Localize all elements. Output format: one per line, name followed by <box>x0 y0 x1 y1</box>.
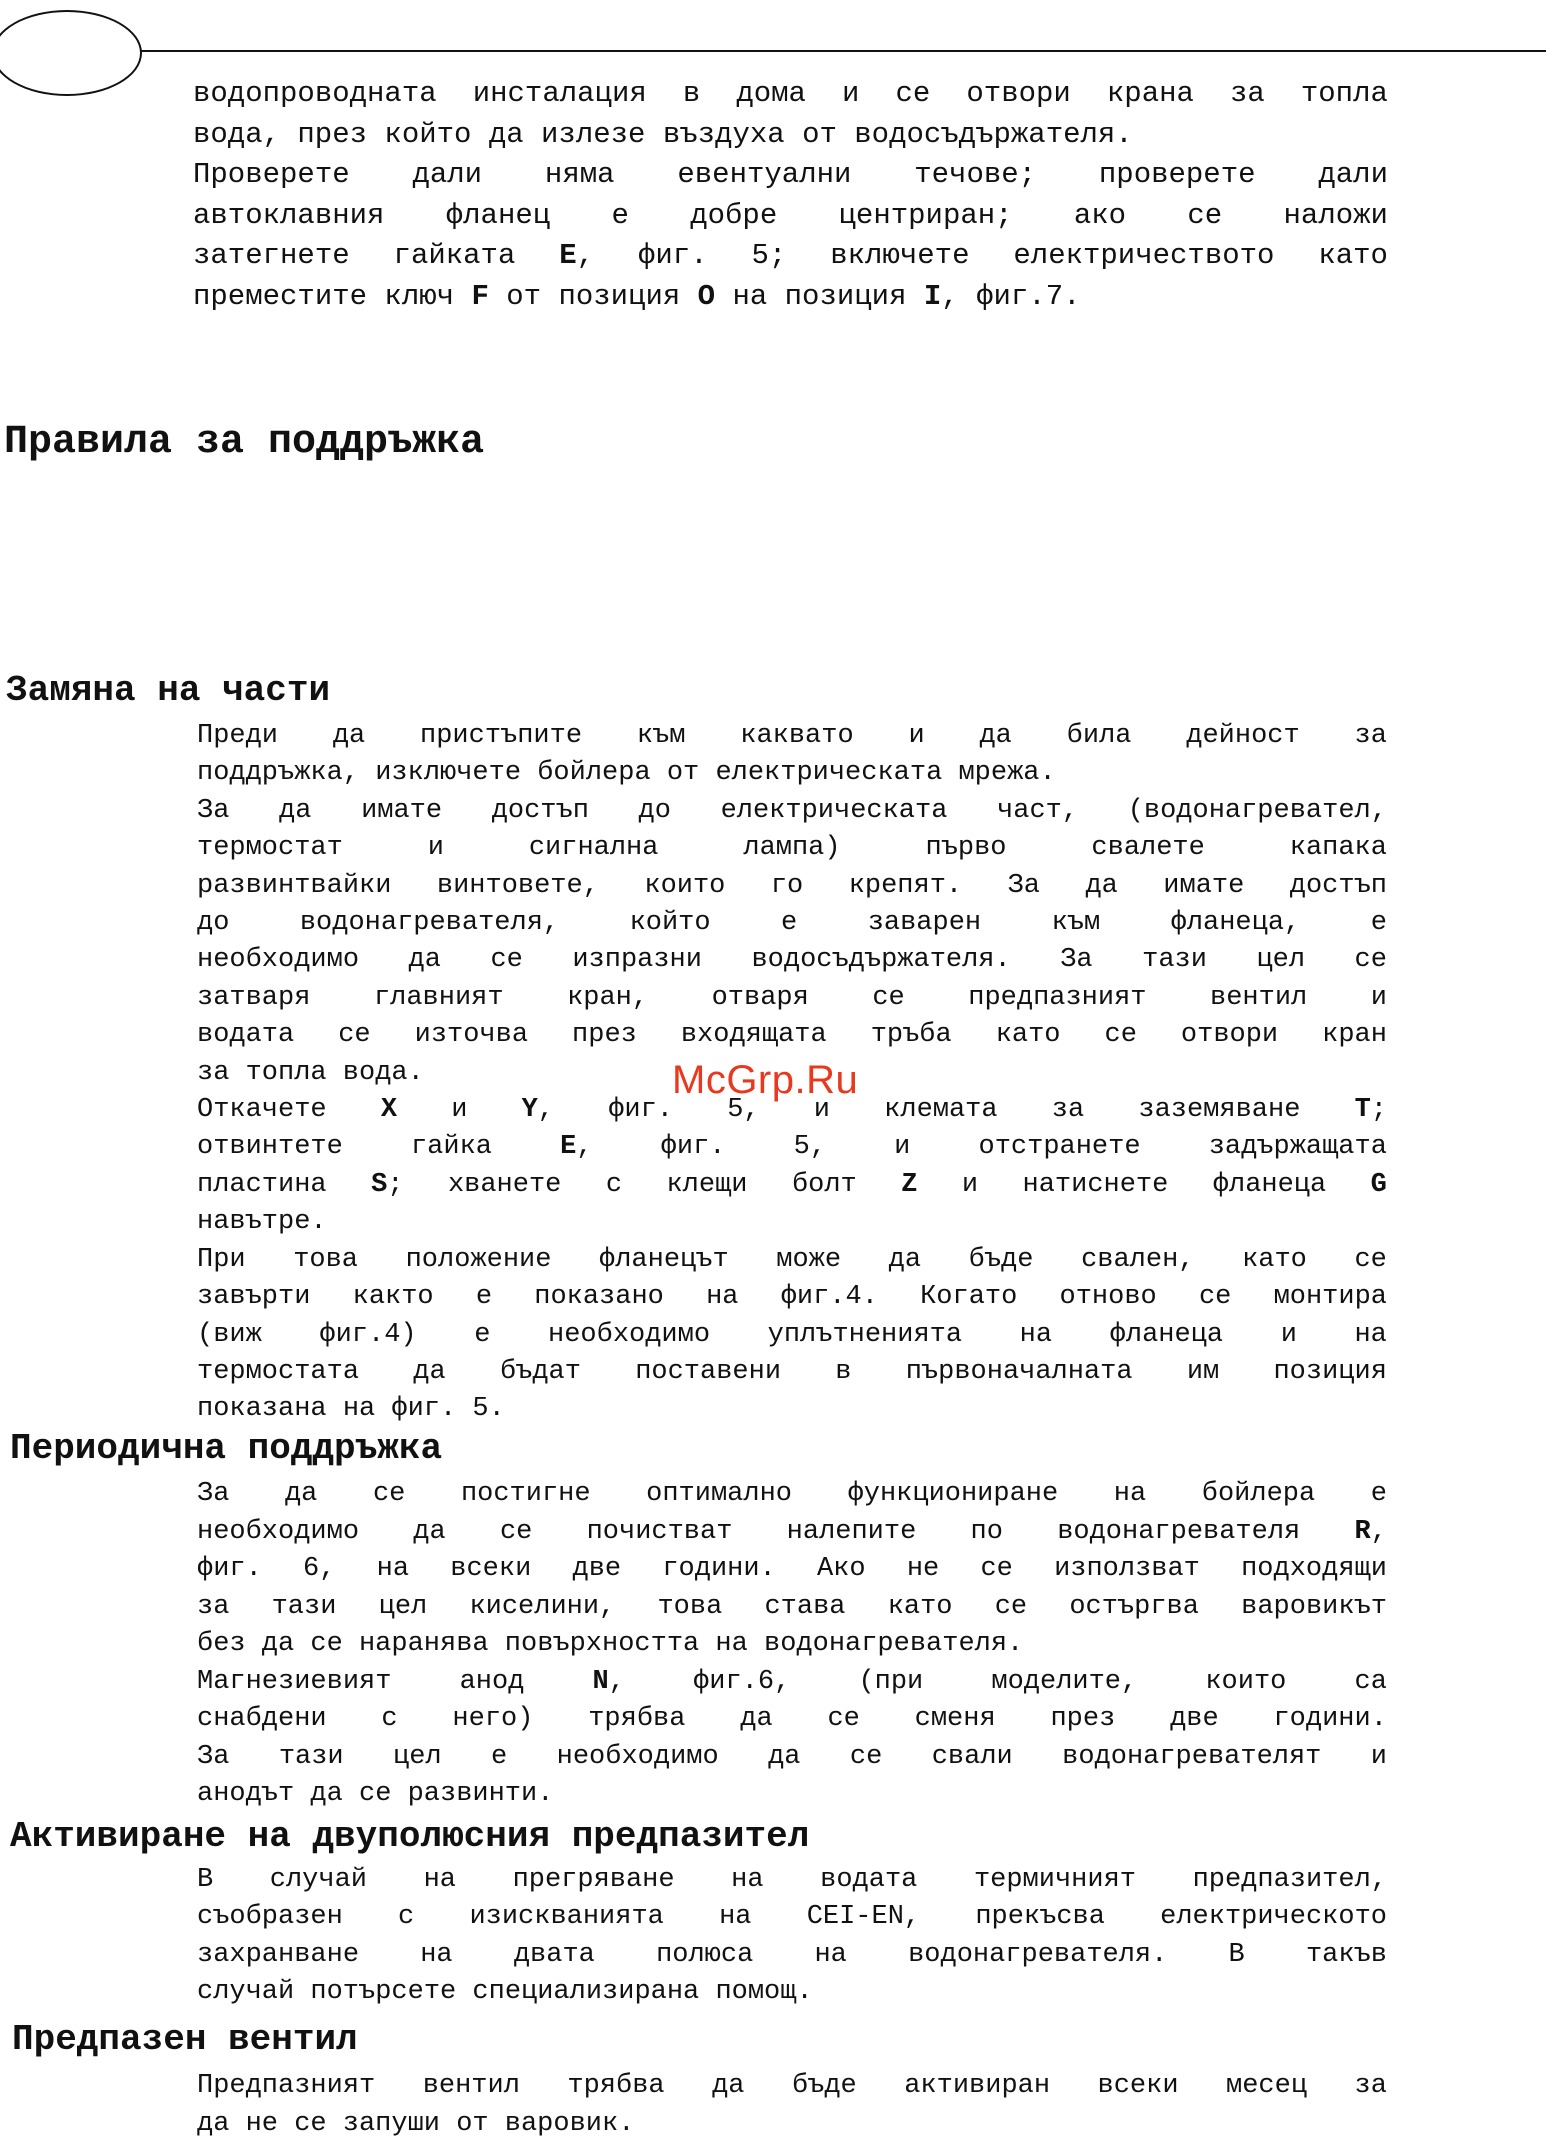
text-line: пластина S; хванете с клещи болт Z и натиснете фланеца G <box>197 1169 1387 1200</box>
section-title: Правила за поддръжка <box>4 420 485 465</box>
text-line: За тази цел е необходимо да се свали водонагревателят и <box>197 1741 1387 1772</box>
text-line: съобразен с изискванията на CEI-EN, прекъсва електрическото <box>197 1902 1387 1933</box>
text-line: до водонагревателя, който е заварен към фланеца, е <box>197 908 1387 939</box>
text-line: водопроводната инсталация в дома и се отвори крана за топла <box>193 77 1388 110</box>
intro-paragraph <box>193 74 1388 318</box>
text-line: завърти както е показано на фиг.4. Когато отново се монтира <box>197 1282 1387 1313</box>
text-line: Проверете дали няма евентуални течове; проверете дали <box>193 158 1388 192</box>
text-line: за тази цел киселини, това става като се остъргва варовикът <box>197 1591 1387 1622</box>
text-line: поддръжка, изключете бойлера от електрическата мрежа. <box>197 758 1056 789</box>
header-rule <box>140 50 1546 52</box>
text-line: (виж фиг.4) е необходимо уплътненията на фланеца и на <box>197 1319 1387 1350</box>
page-number-oval <box>0 10 142 96</box>
text-line: необходимо да се почистват налепите по водонагревателя R, <box>197 1516 1387 1547</box>
text-line: Предпазният вентил трябва да бъде активиран всеки месец за <box>197 2071 1387 2101</box>
text-line: случай потърсете специализирана помощ. <box>197 1976 813 2007</box>
text-line: автоклавния фланец е добре центриран; ако се наложи <box>193 198 1388 232</box>
periodic-maintenance-text <box>197 1476 1387 1814</box>
text-line: затегнете гайката E, фиг. 5; включете електричеството като <box>193 239 1388 273</box>
text-line: затваря главният кран, отваря се предпазният вентил и <box>197 982 1387 1013</box>
text-line: Магнезиевият анод N, фиг.6, (при моделите, които са <box>197 1666 1387 1697</box>
text-line: отвинтете гайка E, фиг. 5, и отстранете задържащата <box>197 1132 1387 1163</box>
text-line: За да се постигне оптимално функциониране на бойлера е <box>197 1479 1387 1509</box>
bipolar-fuse-text <box>197 1862 1387 2011</box>
text-line: Преди да пристъпите към каквато и да била дейност за <box>197 721 1387 751</box>
text-line: за топла вода. <box>197 1057 424 1088</box>
text-line: вода, през който да излезе въздуха от водосъдържателя. <box>193 117 1133 151</box>
heading-periodic-maintenance: Периодична поддръжка <box>10 1428 443 1469</box>
text-line: За да имате достъп до електрическата част, (водонагревател, <box>197 795 1387 826</box>
watermark: McGrp.Ru <box>672 1058 859 1102</box>
text-line: фиг. 6, на всеки две години. Ако не се използват подходящи <box>197 1554 1387 1584</box>
text-line: Откачете X и Y, фиг. 5, и клемата за заземяване T; <box>197 1095 1387 1126</box>
text-line: термостат и сигнална лампа) първо свалете капака <box>197 833 1387 864</box>
heading-parts-replacement: Замяна на части <box>6 670 331 711</box>
safety-valve-text <box>197 2068 1387 2143</box>
text-line: показана на фиг. 5. <box>197 1394 505 1425</box>
text-line: При това положение фланецът може да бъде свален, като се <box>197 1244 1387 1275</box>
text-line: водата се източва през входящата тръба като се отвори кран <box>197 1020 1387 1051</box>
text-line: развинтвайки винтовете, които го крепят. За да имате достъп <box>197 870 1387 901</box>
text-line: В случай на прегряване на водата термичният предпазител, <box>197 1865 1387 1895</box>
text-line: без да се наранява повърхността на водонагревателя. <box>197 1629 1024 1659</box>
text-line: необходимо да се изпразни водосъдържателя. За тази цел се <box>197 945 1387 976</box>
text-line: захранване на двата полюса на водонагревателя. В такъв <box>197 1939 1387 1970</box>
text-line: да не се запуши от варовик. <box>197 2108 635 2139</box>
text-line: снабдени с него) трябва да се сменя през две години. <box>197 1704 1387 1734</box>
text-line: навътре. <box>197 1207 327 1238</box>
text-line: преместите ключ F от позиция O на позиция I, фиг.7. <box>193 279 1081 313</box>
text-line: термостата да бъдат поставени в първоначалната им позиция <box>197 1356 1387 1387</box>
text-line: анодът да се развинти. <box>197 1779 554 1809</box>
heading-safety-valve: Предпазен вентил <box>12 2019 358 2060</box>
heading-bipolar-fuse: Активиране на двуполюсния предпазител <box>10 1816 810 1857</box>
